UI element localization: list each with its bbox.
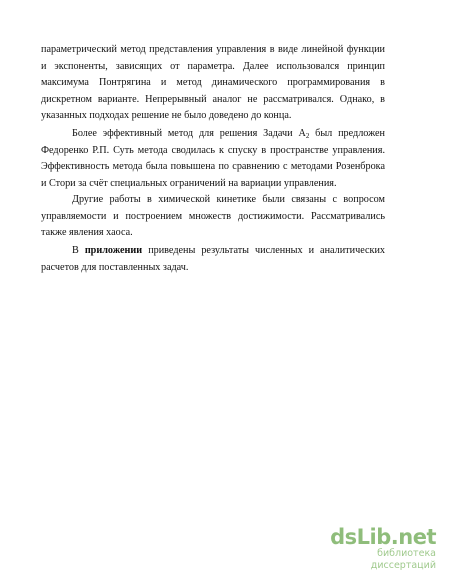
watermark [326,526,436,572]
watermark-tagline: библиотека диссертаций [370,548,436,571]
bold-term-appendix: приложении [84,245,143,256]
paragraph-2 [41,126,385,192]
subscript-2: 2 [305,132,310,140]
paragraph-3-text: Другие работы в химической кинетике были связаны с вопросом управляемости и построением множеств достижимости. Рассматривались также явления хаоса. [41,194,385,239]
paragraph-2-text-after: был предложен Федоренко Р.П. Суть метода сводилась к спуску в пространстве управления. Эффективность метода была повышена по сравнению с методами Розенброка и Стори за счёт специальных ограничений на вариации управления. [41,128,385,189]
paragraph-1-text: параметрический метод представления управления в виде линейной функции и экспоненты, зависящих от параметра. Далее использовался принцип максимума Понтрягина и метод динамического программирования в дискретном варианте. Непрерывный аналог не рассматривался. Однако, в указанных подходах решение не было доведено до конца. [41,44,385,122]
paragraph-1 [41,42,385,125]
paragraph-4-text: приведены результаты численных и аналитических расчетов для поставленных задач. [41,245,385,273]
paragraph-2-text-before: Более эффективный метод для решения Задачи А [72,128,306,139]
paragraph-4 [41,243,385,276]
paragraph-4-prefix: В [72,245,85,256]
paragraph-3 [41,192,385,242]
watermark-logo: dsLib.net [330,525,436,549]
